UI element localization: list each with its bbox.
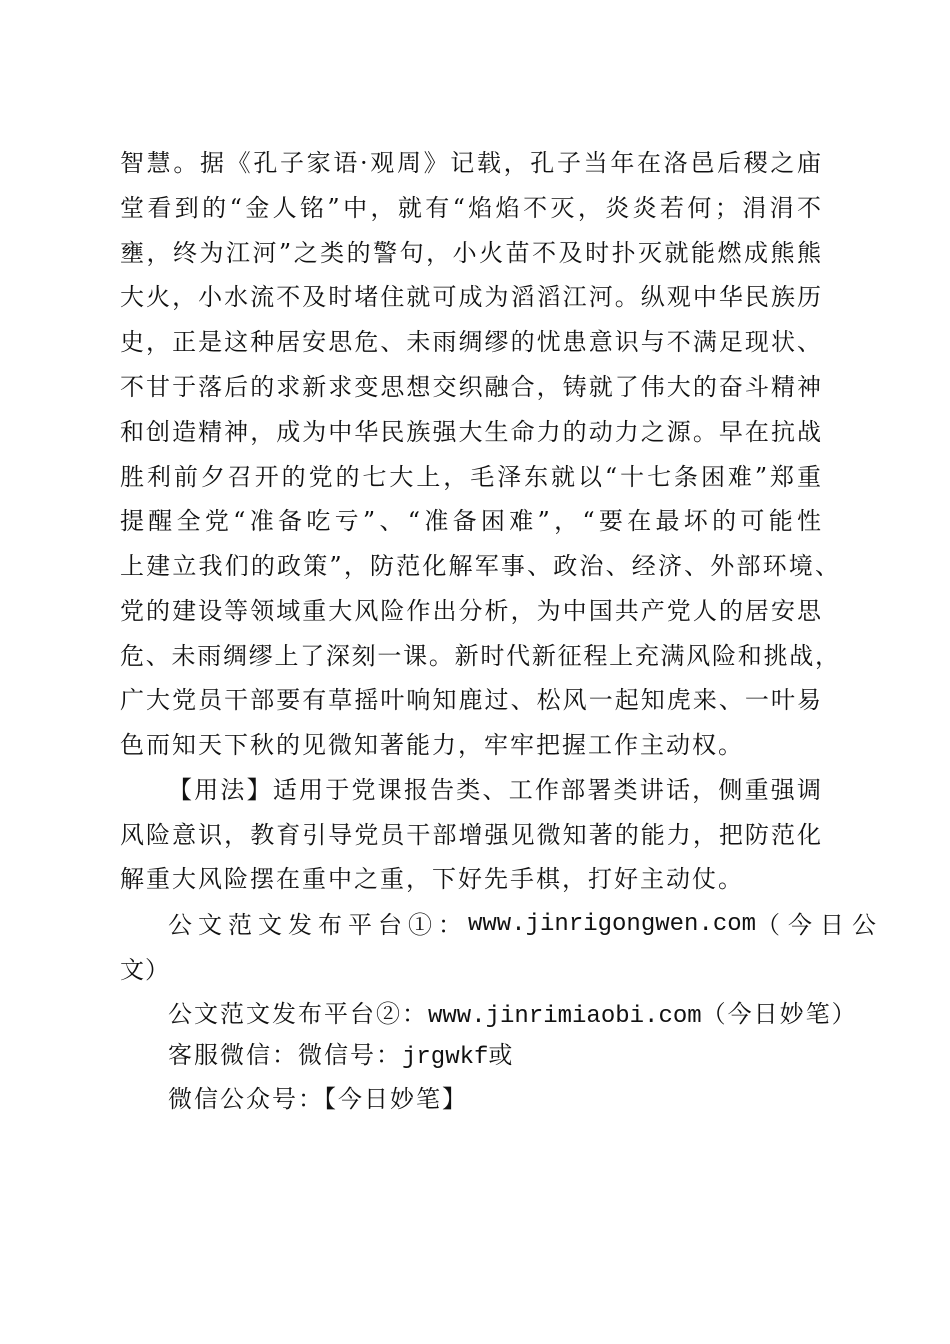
body-line-14: 色而知天下秋的见微知著能力，牢牢把握工作主动权。: [120, 731, 744, 759]
body-line-6: 不甘于落后的求新求变思想交织融合，铸就了伟大的奋斗精神: [120, 373, 822, 401]
body-line-12: 危、未雨绸缪上了深刻一课。新时代新征程上充满风险和挑战，: [120, 642, 840, 670]
platform1-line: [168, 910, 885, 940]
body-line-11: 党的建设等领域重大风险作出分析，为中国共产党人的居安思: [120, 597, 822, 625]
platform1-suffix: （今日公: [756, 911, 885, 939]
service-wechat-id: jrgwkf: [402, 1044, 489, 1071]
body-line-9: 提醒全党“准备吃亏”、“准备困难”，“要在最坏的可能性: [120, 507, 822, 535]
platform2-label: 公文范文发布平台②：: [168, 1000, 428, 1028]
body-line-7: 和创造精神，成为中华民族强大生命力的动力之源。早在抗战: [120, 418, 822, 446]
body-line-3: 壅，终为江河”之类的警句，小火苗不及时扑灭就能燃成熊熊: [120, 239, 822, 267]
platform1-label: 公文范文发布平台①：: [168, 911, 468, 939]
body-line-10: 上建立我们的政策”，防范化解军事、政治、经济、外部环境、: [120, 552, 840, 580]
service-wechat-line: [168, 1040, 513, 1070]
usage-line-1: 【用法】适用于党课报告类、工作部署类讲话，侧重强调: [168, 776, 822, 804]
official-account-line: 微信公众号：【今日妙笔】: [168, 1085, 468, 1113]
platform1-line-2: 文）: [120, 956, 170, 984]
platform1-url-link[interactable]: www.jinrigongwen.com: [468, 911, 757, 938]
platform2-line: [168, 999, 858, 1029]
usage-line-3: 解重大风险摆在重中之重，下好先手棋，打好主动仗。: [120, 865, 744, 893]
platform2-suffix: （今日妙笔）: [701, 1000, 858, 1028]
body-line-5: 史，正是这种居安思危、未雨绸缪的忧患意识与不满足现状、: [120, 328, 822, 356]
service-wechat-label: 客服微信：微信号：: [168, 1041, 402, 1069]
body-line-2: 堂看到的“金人铭”中，就有“焰焰不灭，炎炎若何；涓涓不: [120, 194, 822, 222]
body-line-13: 广大党员干部要有草摇叶响知鹿过、松风一起知虎来、一叶易: [120, 686, 822, 714]
body-line-1: 智慧。据《孔子家语·观周》记载，孔子当年在洛邑后稷之庙: [120, 149, 822, 177]
service-wechat-suffix: 或: [488, 1041, 514, 1069]
platform2-url-link[interactable]: www.jinrimiaobi.com: [428, 1003, 702, 1030]
body-line-4: 大火，小水流不及时堵住就可成为滔滔江河。纵观中华民族历: [120, 283, 822, 311]
usage-line-2: 风险意识，教育引导党员干部增强见微知著的能力，把防范化: [120, 821, 822, 849]
body-line-8: 胜利前夕召开的党的七大上，毛泽东就以“十七条困难”郑重: [120, 463, 822, 491]
